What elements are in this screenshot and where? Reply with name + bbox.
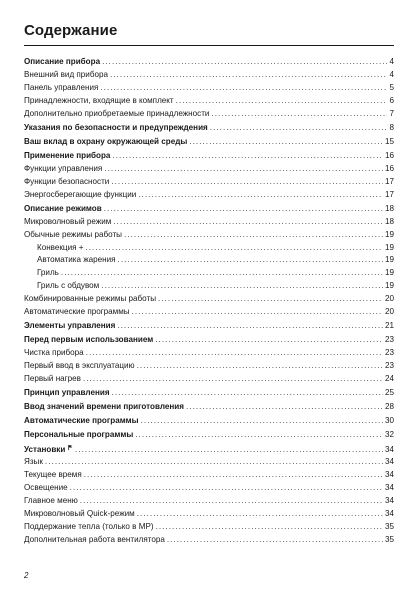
toc-entry[interactable] — [24, 334, 394, 347]
toc-entry-title: Освещение — [24, 483, 68, 493]
toc-entry-page: 18 — [384, 203, 394, 213]
toc-entry[interactable] — [24, 482, 394, 495]
toc-entry[interactable] — [24, 267, 394, 280]
toc-entry[interactable] — [24, 469, 394, 482]
dot-leader — [113, 216, 383, 229]
toc-entry-title: Автоматические программы — [24, 307, 130, 317]
toc-entry-title: Гриль — [37, 268, 59, 278]
dot-leader — [124, 229, 383, 242]
toc-entry-page: 19 — [384, 281, 394, 291]
toc-entry-title: Микроволновый Quick-режим — [24, 508, 135, 518]
toc-entry-title: Внешний вид прибора — [24, 69, 108, 79]
dot-leader — [117, 320, 383, 333]
toc-entry-page: 16 — [384, 150, 394, 160]
dot-leader — [211, 108, 387, 121]
toc-entry-page: 21 — [384, 321, 394, 331]
dot-leader — [110, 69, 388, 82]
toc-entry-page: 4 — [389, 69, 394, 79]
toc-entry-title: Энергосберегающие функции — [24, 189, 137, 199]
toc-entry[interactable] — [24, 189, 394, 202]
toc-entry-title: Конвекция + — [37, 242, 84, 252]
dot-leader — [186, 401, 383, 414]
toc-entry[interactable] — [24, 254, 394, 267]
dot-leader — [118, 254, 383, 267]
toc-entry-title: Первый нагрев — [24, 374, 81, 384]
toc-entry-title: Язык — [24, 457, 43, 467]
toc-entry[interactable] — [24, 443, 394, 456]
toc-entry[interactable] — [24, 150, 394, 163]
dot-leader — [158, 293, 383, 306]
toc-entry-page: 15 — [384, 136, 394, 146]
toc-entry[interactable] — [24, 216, 394, 229]
toc-entry-page: 19 — [384, 229, 394, 239]
dot-leader — [112, 150, 383, 163]
toc-entry-page: 8 — [389, 122, 394, 132]
toc-entry[interactable] — [24, 69, 394, 82]
toc-entry[interactable] — [24, 387, 394, 400]
toc-entry-title: Персональные программы — [24, 430, 134, 440]
dot-leader — [61, 267, 383, 280]
toc-entry[interactable] — [24, 508, 394, 521]
toc-entry[interactable] — [24, 347, 394, 360]
dot-leader — [84, 469, 383, 482]
toc-entry-page: 30 — [384, 416, 394, 426]
dot-leader — [138, 189, 383, 202]
toc-entry-page: 7 — [389, 108, 394, 118]
dot-leader — [85, 242, 383, 255]
toc-entry-page: 5 — [389, 82, 394, 92]
toc-entry[interactable] — [24, 293, 394, 306]
dot-leader — [137, 508, 383, 521]
toc-entry-title: Элементы управления — [24, 321, 116, 331]
toc-entry-page: 32 — [384, 430, 394, 440]
dot-leader — [100, 82, 387, 95]
toc-entry-title: Обычные режимы работы — [24, 229, 122, 239]
dot-leader — [86, 347, 383, 360]
toc-entry[interactable] — [24, 229, 394, 242]
dot-leader — [104, 163, 383, 176]
toc-entry-page: 17 — [384, 189, 394, 199]
toc-entry-title: Перед первым использованием — [24, 335, 154, 345]
toc-entry[interactable] — [24, 56, 394, 69]
dot-leader — [176, 95, 388, 108]
dot-leader — [135, 429, 383, 442]
toc-entry-page: 34 — [384, 445, 394, 455]
toc-entry[interactable] — [24, 242, 394, 255]
toc-entry-title: Панель управления — [24, 82, 99, 92]
toc-entry[interactable] — [24, 306, 394, 319]
toc-entry-title: Установки — [24, 445, 66, 455]
flag-icon — [68, 443, 73, 452]
dot-leader — [155, 334, 383, 347]
toc-entry[interactable] — [24, 456, 394, 469]
page-number: 2 — [24, 571, 29, 580]
toc-entry[interactable] — [24, 136, 394, 149]
toc-entry[interactable] — [24, 280, 394, 293]
toc-entry-title: Автоматика жарения — [37, 255, 116, 265]
toc-entry-title: Первый ввод в эксплуатацию — [24, 361, 135, 371]
toc-entry[interactable] — [24, 95, 394, 108]
toc-entry[interactable] — [24, 429, 394, 442]
toc-entry[interactable] — [24, 415, 394, 428]
toc-entry-title: Микроволновый режим — [24, 216, 112, 226]
dot-leader — [101, 280, 383, 293]
toc-entry[interactable] — [24, 521, 394, 534]
toc-entry-page: 4 — [389, 57, 394, 66]
toc-entry-title: Текущее время — [24, 470, 82, 480]
toc-entry-title: Функции безопасности — [24, 176, 110, 186]
toc-entry[interactable] — [24, 373, 394, 386]
toc-entry-page: 23 — [384, 335, 394, 345]
toc-entry-title: Гриль с обдувом — [37, 281, 100, 291]
dot-leader — [137, 360, 383, 373]
toc-entry[interactable] — [24, 401, 394, 414]
toc-entry-title: Принцип управления — [24, 388, 110, 398]
toc-entry[interactable] — [24, 82, 394, 95]
toc-entry[interactable] — [24, 360, 394, 373]
toc-entry-page: 20 — [384, 307, 394, 317]
toc-entry-title: Чистка прибора — [24, 348, 84, 358]
dot-leader — [111, 176, 383, 189]
toc-entry-page: 34 — [384, 457, 394, 467]
dot-leader — [80, 495, 383, 508]
dot-leader — [156, 521, 383, 534]
toc-entry-page: 24 — [384, 374, 394, 384]
toc-entry-page: 25 — [384, 388, 394, 398]
dot-leader — [167, 534, 383, 547]
dot-leader — [83, 373, 383, 386]
toc-entry-page: 34 — [384, 495, 394, 505]
toc-entry-title: Принадлежности, входящие в комплект — [24, 95, 174, 105]
toc-entry-page: 35 — [384, 521, 394, 531]
dot-leader — [45, 456, 383, 469]
toc-entry-page: 20 — [384, 294, 394, 304]
toc-entry-page: 34 — [384, 470, 394, 480]
toc-entry[interactable] — [24, 163, 394, 176]
toc-entry-page: 17 — [384, 176, 394, 186]
dot-leader — [70, 482, 383, 495]
toc-entry-page: 19 — [384, 268, 394, 278]
toc-entry[interactable] — [24, 108, 394, 121]
toc-entry-page: 34 — [384, 508, 394, 518]
toc-entry[interactable] — [24, 495, 394, 508]
toc-entry-title: Автоматические программы — [24, 416, 139, 426]
toc-entry-title: Применение прибора — [24, 150, 111, 160]
toc-entry-title: Функции управления — [24, 163, 103, 173]
toc-entry[interactable] — [24, 203, 394, 216]
dot-leader — [132, 306, 383, 319]
dot-leader — [104, 203, 383, 216]
toc-entry[interactable] — [24, 320, 394, 333]
toc-entry-page: 6 — [389, 95, 394, 105]
toc-entry-title: Дополнительная работа вентилятора — [24, 534, 165, 544]
table-of-contents — [24, 56, 394, 547]
toc-entry-page: 19 — [384, 242, 394, 252]
toc-entry-title: Главное меню — [24, 495, 78, 505]
toc-entry-page: 23 — [384, 361, 394, 371]
toc-entry-title: Дополнительно приобретаемые принадлежности — [24, 108, 210, 118]
toc-entry-page: 28 — [384, 402, 394, 412]
toc-entry-page: 23 — [384, 348, 394, 358]
toc-entry[interactable] — [24, 122, 394, 135]
toc-entry-page: 34 — [384, 483, 394, 493]
toc-entry-title: Поддержание тепла (только в МР) — [24, 521, 154, 531]
toc-entry-page: 18 — [384, 216, 394, 226]
toc-entry-title: Ввод значений времени приготовления — [24, 402, 184, 412]
toc-entry-title: Описание режимов — [24, 203, 102, 213]
dot-leader — [189, 136, 383, 149]
toc-entry-title: Указания по безопасности и предупреждения — [24, 122, 208, 132]
toc-entry-page: 16 — [384, 163, 394, 173]
title-rule — [24, 45, 394, 46]
toc-entry-page: 35 — [384, 534, 394, 544]
toc-entry-title: Ваш вклад в охрану окружающей среды — [24, 136, 188, 146]
page-title: Содержание — [24, 22, 118, 39]
toc-entry-title: Комбинированные режимы работы — [24, 294, 157, 304]
toc-entry-page: 19 — [384, 255, 394, 265]
toc-entry[interactable] — [24, 534, 394, 547]
dot-leader — [112, 387, 383, 400]
toc-entry[interactable] — [24, 176, 394, 189]
dot-leader — [210, 122, 388, 135]
dot-leader — [141, 415, 383, 428]
toc-entry-title: Описание прибора — [24, 57, 101, 66]
dot-leader — [102, 56, 387, 69]
